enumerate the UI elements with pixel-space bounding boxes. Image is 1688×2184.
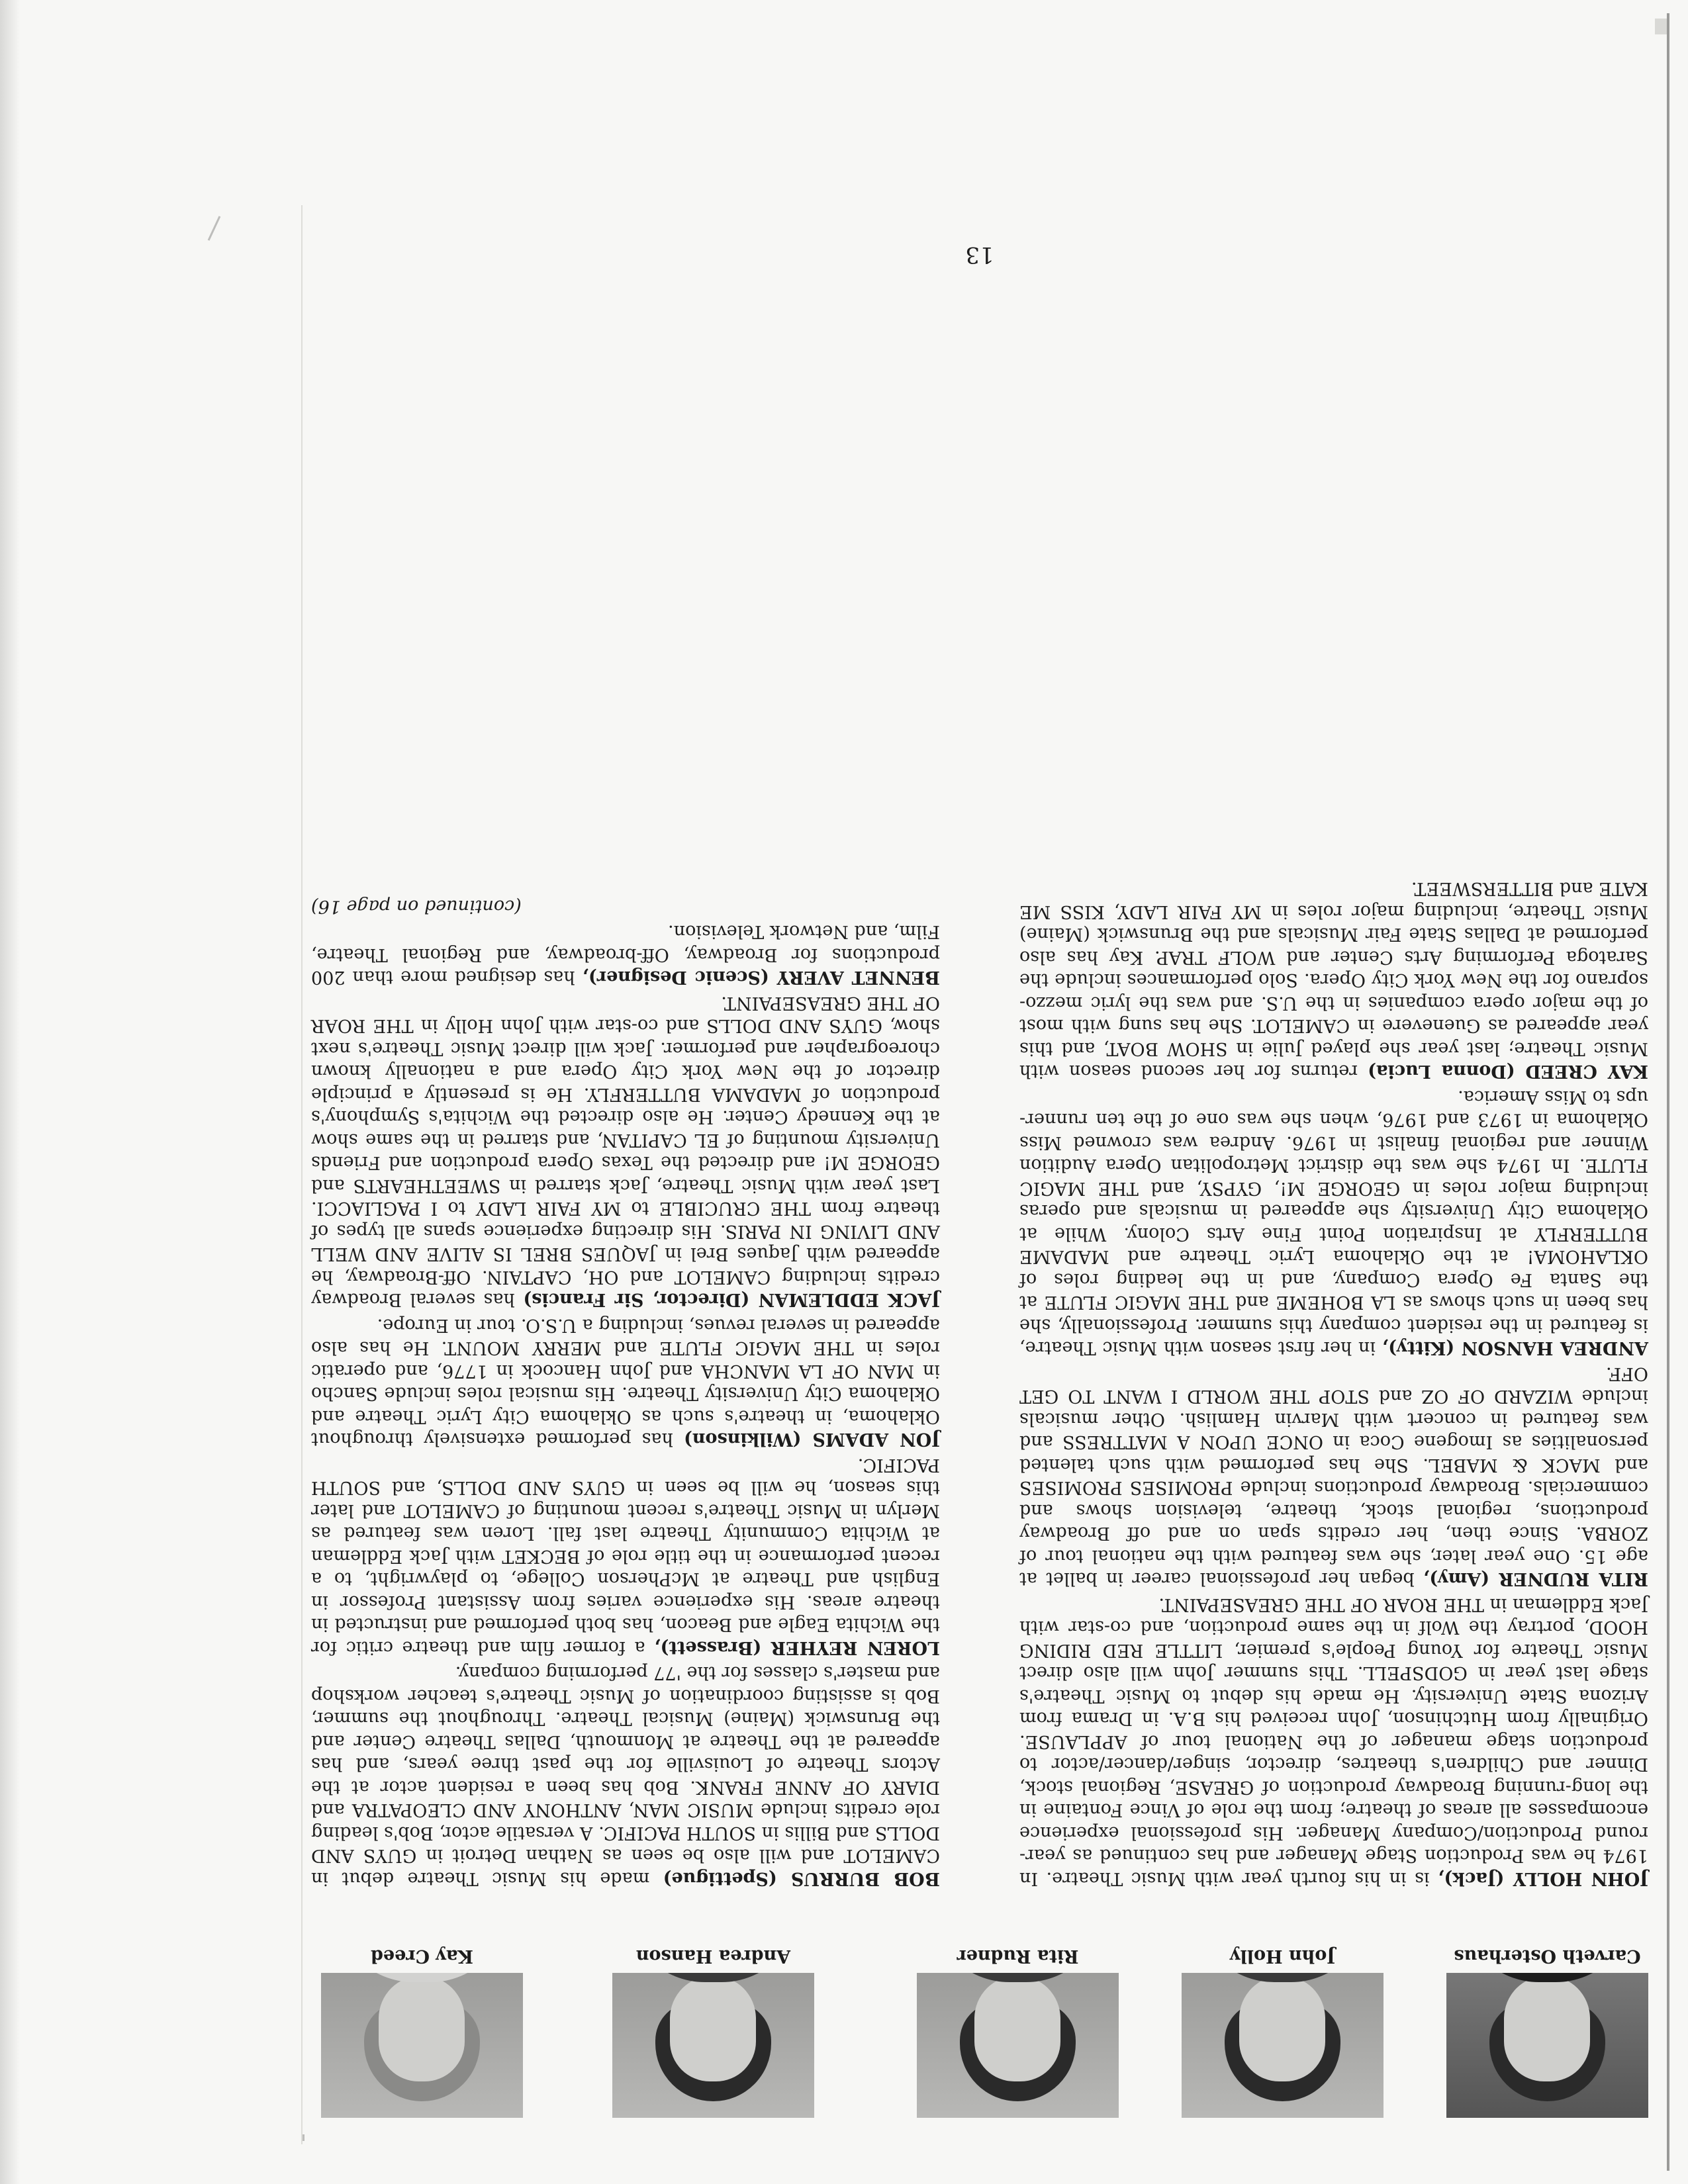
bio-jack-eddleman: JACK EDDLEMAN (Director, Sir Francis) has several Broadway credits including CAMELOT and OH, CAPTAIN. Off-Broadway, he appeared with Jaques Brel in JAQUES BREL IS ALIVE AND WELL AND LIVING IN PARIS. His directing experience spans all types of theatre from THE CRUCIBLE to MY FAIR LADY to I PAGLIACCI. Last year with Music Theatre, Jack starred in SWEETHEARTS and GEORGE M! and directed the Texas Opera production and Friends University mounting of EL CAPITAN, and starred in the same show at the Kennedy Center. He also directed the Wichita's Symphony's production of MADAMA BUTTERFLY. He is presently a principle director of the New York City Opera and a nationally known choreographer and performer. Jack will direct Music Theatre's next show, GUYS AND DOLLS and co-star with John Holly in THE ROAR OF THE GREASEPAINT. xyxy=(311,993,940,1310)
scan-edge-line xyxy=(1667,13,1669,2171)
photo-rita-rudner xyxy=(917,1946,1119,2118)
portrait-image xyxy=(1182,1973,1383,2118)
left-column xyxy=(1019,288,1648,1889)
bio-columns xyxy=(311,288,1648,1889)
bio-jon-adams: JON ADAMS (Wilkinson) has performed extensively throughout Oklahoma, in theatre's such as Oklahoma City Lyric Theatre and Oklahoma City University Theatre. His musical roles include Sancho in MAN OF LA MANCHA and John Hancock in 1776, and operatic roles in THE MAGIC FLUTE and MERRY MOUNT. He has also appeared in several revues, including a U.S.O. tour in Europe. xyxy=(311,1315,940,1450)
page-fold-line xyxy=(301,205,303,2144)
photo-row xyxy=(311,1899,1648,2118)
photo-carveth-osterhaus xyxy=(1446,1946,1648,2118)
photo-andrea-hanson xyxy=(612,1946,814,2118)
scan-speck xyxy=(303,2134,305,2141)
photo-caption: Carveth Osterhaus xyxy=(1454,1946,1641,1966)
bio-bennet-avery: BENNET AVERY (Scenic Designer), has designed more than 200 productions for Broadway, Off-broadway, and Regional Theatre, Film, and Network Television. xyxy=(311,921,940,988)
photo-caption: Rita Rudner xyxy=(957,1946,1079,1966)
bio-andrea-hanson: ANDREA HANSON (Kitty), in her first season with Music Theatre, is featured in the resident company this summer. Professionally, she has been in such shows as LA BOHEME and THE MAGIC FLUTE at the Santa Fe Opera Company, and in the leading roles of OKLAHOMA! at the Oklahoma Lyric Theatre and MADAME BUTTERFLY at Inspiration Point Fine Arts Colony. While at Oklahoma City University she appeared in musicals and operas including major roles in GEORGE M!, GYPSY, and THE MAGIC FLUTE. In 1974 she was the district Metropolitan Opera Audition Winner and regional finalist in 1976. Andrea was crowned Miss Oklahoma in 1973 and 1976, when she was one of the ten runner-ups to Miss America. xyxy=(1019,1087,1648,1359)
continued-note: (continued on page 16) xyxy=(311,896,522,917)
bio-kay-creed: KAY CREED (Donna Lucia) returns for her second season with Music Theatre; last year she played Julie in SHOW BOAT, and this year appeared as Guenevere in CAMELOT. She has sung with most of the major opera companies in the U.S. and was the lyric mezzo-soprano for the New York City Opera. Solo performances include the Saratoga Performing Arts Center and WOLF TRAP. Kay has also performed at Dallas State Fair Musicals and the Brunswick (Maine) Music Theatre, including major roles in MY FAIR LADY, KISS ME KATE and BITTERSWEET. xyxy=(1019,878,1648,1082)
photo-caption: Andrea Hanson xyxy=(635,1946,791,1966)
bio-loren-reyher: LOREN REYHER (Brassett), a former film and theatre critic for the Wichita Eagle and Beacon, has both performed and instructed in theatre areas. His experience varies from Assistant Professor in English and Theatre at McPherson College, to playwright, to a recent performance in the title role of BECKET with Jack Eddleman at Wichita Community Theatre last fall. Loren was featured as Merlyn in Music Theatre's recent mounting of CAMELOT and later this season, he will be seen in GUYS AND DOLLS, and SOUTH PACIFIC. xyxy=(310,1455,940,1658)
bio-rita-rudner: RITA RUDNER (Amy), began her professional career in ballet at age 15. One year later, she was featured with the national tour of ZORBA. Since then, her credits span on and off Broadway productions, regional stock, theatre, television shows and commercials. Broadway productions include PROMISES PROMISES and MACK & MABEL. She has performed with such talented personalities as Imogene Coca in ONCE UPON A MATTRESS and was featured in concert with Marvin Hamlish. Other musicals include WIZARD OF OZ and STOP THE WORLD I WANT TO GET OFF. xyxy=(1019,1363,1648,1590)
page-number: 13 xyxy=(965,242,994,268)
scan-edge-shadow xyxy=(0,0,20,2184)
scan-speck xyxy=(208,216,221,241)
printed-page-upside-down xyxy=(311,218,1648,2118)
portrait-image xyxy=(1446,1973,1648,2118)
portrait-image xyxy=(612,1973,814,2118)
portrait-image xyxy=(321,1973,523,2118)
portrait-image xyxy=(917,1973,1119,2118)
photo-caption: John Holly xyxy=(1229,1946,1336,1966)
right-column xyxy=(311,288,940,1889)
bio-bob-burrus: BOB BURRUS (Spettigue) made his Music Theatre debut in CAMELOT and will also be seen as Nathan Detroit in GUYS AND DOLLS and Billis in SOUTH PACIFIC. A versatile actor, Bob's leading role credits include MUSIC MAN, ANTHONY AND CLEOPATRA and DIARY OF ANNE FRANK. Bob has been a resident actor at the Actors Theatre of Louisville for the past three years, and has appeared at the Theatre at Monmouth, Dallas Theatre Center and the Brunswick (Maine) Musical Theatre. Throughout the summer, Bob is assisting coordination of Music Theatre's teacher workshop and master's classes for the '77 performing company. xyxy=(311,1662,940,1889)
photo-caption: Kay Creed xyxy=(371,1946,473,1966)
photo-john-holly xyxy=(1182,1946,1383,2118)
photo-kay-creed xyxy=(321,1946,523,2118)
scan-corner-mark xyxy=(1655,19,1667,34)
bio-john-holly: JOHN HOLLY (Jack), is in his fourth year with Music Theatre. In 1974 he was Production Stage Manager and has continued as year-round Production/Company Manager. His professional experience encompasses all areas of theatre; from the role of Vince Fontaine in the long-running Broadway production of GREASE, Regional stock, Dinner and Children's theatres, director, singer/dancer/actor to production stage manager of the National tour of APPLAUSE. Originally from Hutchinson, John received his B.A. in Drama from Arizona State University. He made his debut to Music Theatre's stage last year in GODSPELL. This summer John will also direct Music Theatre for Young People's premier, LITTLE RED RIDING HOOD, portray the Wolf in the same production, and co-star with Jack Eddleman in THE ROAR OF THE GREASEPAINT. xyxy=(1019,1594,1648,1889)
